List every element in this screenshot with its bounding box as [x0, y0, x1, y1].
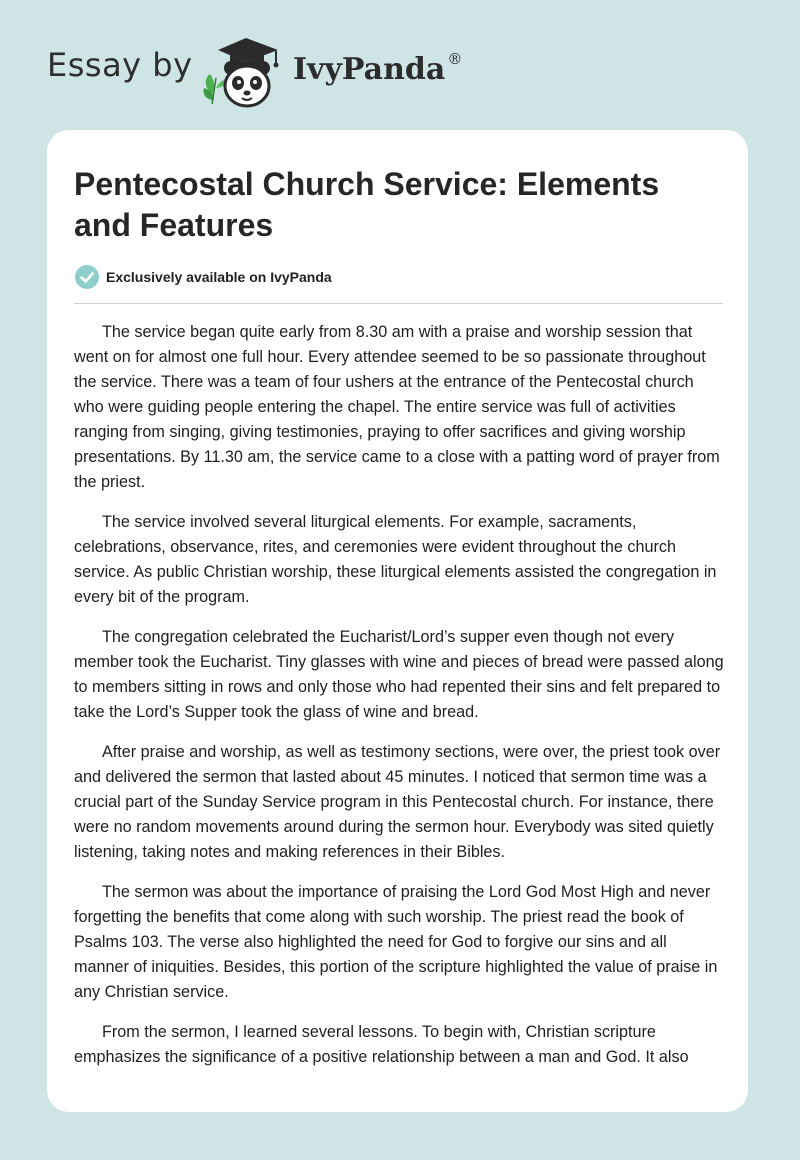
paragraph: The service involved several liturgical elements. For example, sacraments, celebrations, observance, rites, and ceremonies were evident throughout the church service. As public Christian worship, these liturgical elements assisted the congregation in every bit of the program.: [74, 513, 717, 606]
essay-card: [47, 130, 748, 1112]
paragraph: The sermon was about the importance of praising the Lord God Most High and never forgetting the benefits that come along with such worship. The priest read the book of Psalms 103. The verse also highlighted the need for God to forgive our sins and all manner of iniquities. Besides, this portion of the scripture highlighted the value of praise in any Christian service.: [74, 883, 718, 1001]
exclusive-badge: [74, 264, 332, 290]
check-circle-icon: [74, 264, 100, 290]
paragraph: After praise and worship, as well as testimony sections, were over, the priest took over and delivered the sermon that lasted about 45 minutes. I noticed that sermon time was a crucial part of the Sunday Service program in this Pentecostal church. For instance, there were no random movements around during the sermon hour. Everybody was sited quietly listening, taking notes and making references in their Bibles.: [74, 743, 721, 861]
paragraph: From the sermon, I learned several lessons. To begin with, Christian scripture emphasizes the significance of a positive relationship between a man and God. It also: [74, 1023, 689, 1066]
brand-name[interactable]: IvyPanda ®: [293, 50, 463, 87]
essay-body: [74, 320, 726, 1085]
panda-logo-icon[interactable]: [198, 34, 286, 110]
essay-by-label: Essay by: [47, 46, 193, 84]
paragraph: The service began quite early from 8.30 am with a praise and worship session that went on for almost one full hour. Every attendee seemed to be so passionate throughout the service. There was a team of four ushers at the entrance of the Pentecostal church who were guiding people entering the chapel. The entire service was full of activities ranging from singing, giving testimonies, praying to offer sacrifices and giving worship presentations. By 11.30 am, the service came to a close with a patting word of prayer from the priest.: [74, 323, 720, 491]
paragraph: The congregation celebrated the Eucharist/Lord’s supper even though not every member took the Eucharist. Tiny glasses with wine and pieces of bread were passed along to members sitting in rows and only those who had repented their sins and felt prepared to take the Lord’s Supper took the glass of wine and bread.: [74, 628, 724, 721]
page-title: Pentecostal Church Service: Elements and Features: [74, 166, 660, 243]
exclusive-badge-label: Exclusively available on IvyPanda: [106, 269, 332, 285]
site-header: [0, 0, 800, 130]
divider: [74, 303, 723, 304]
